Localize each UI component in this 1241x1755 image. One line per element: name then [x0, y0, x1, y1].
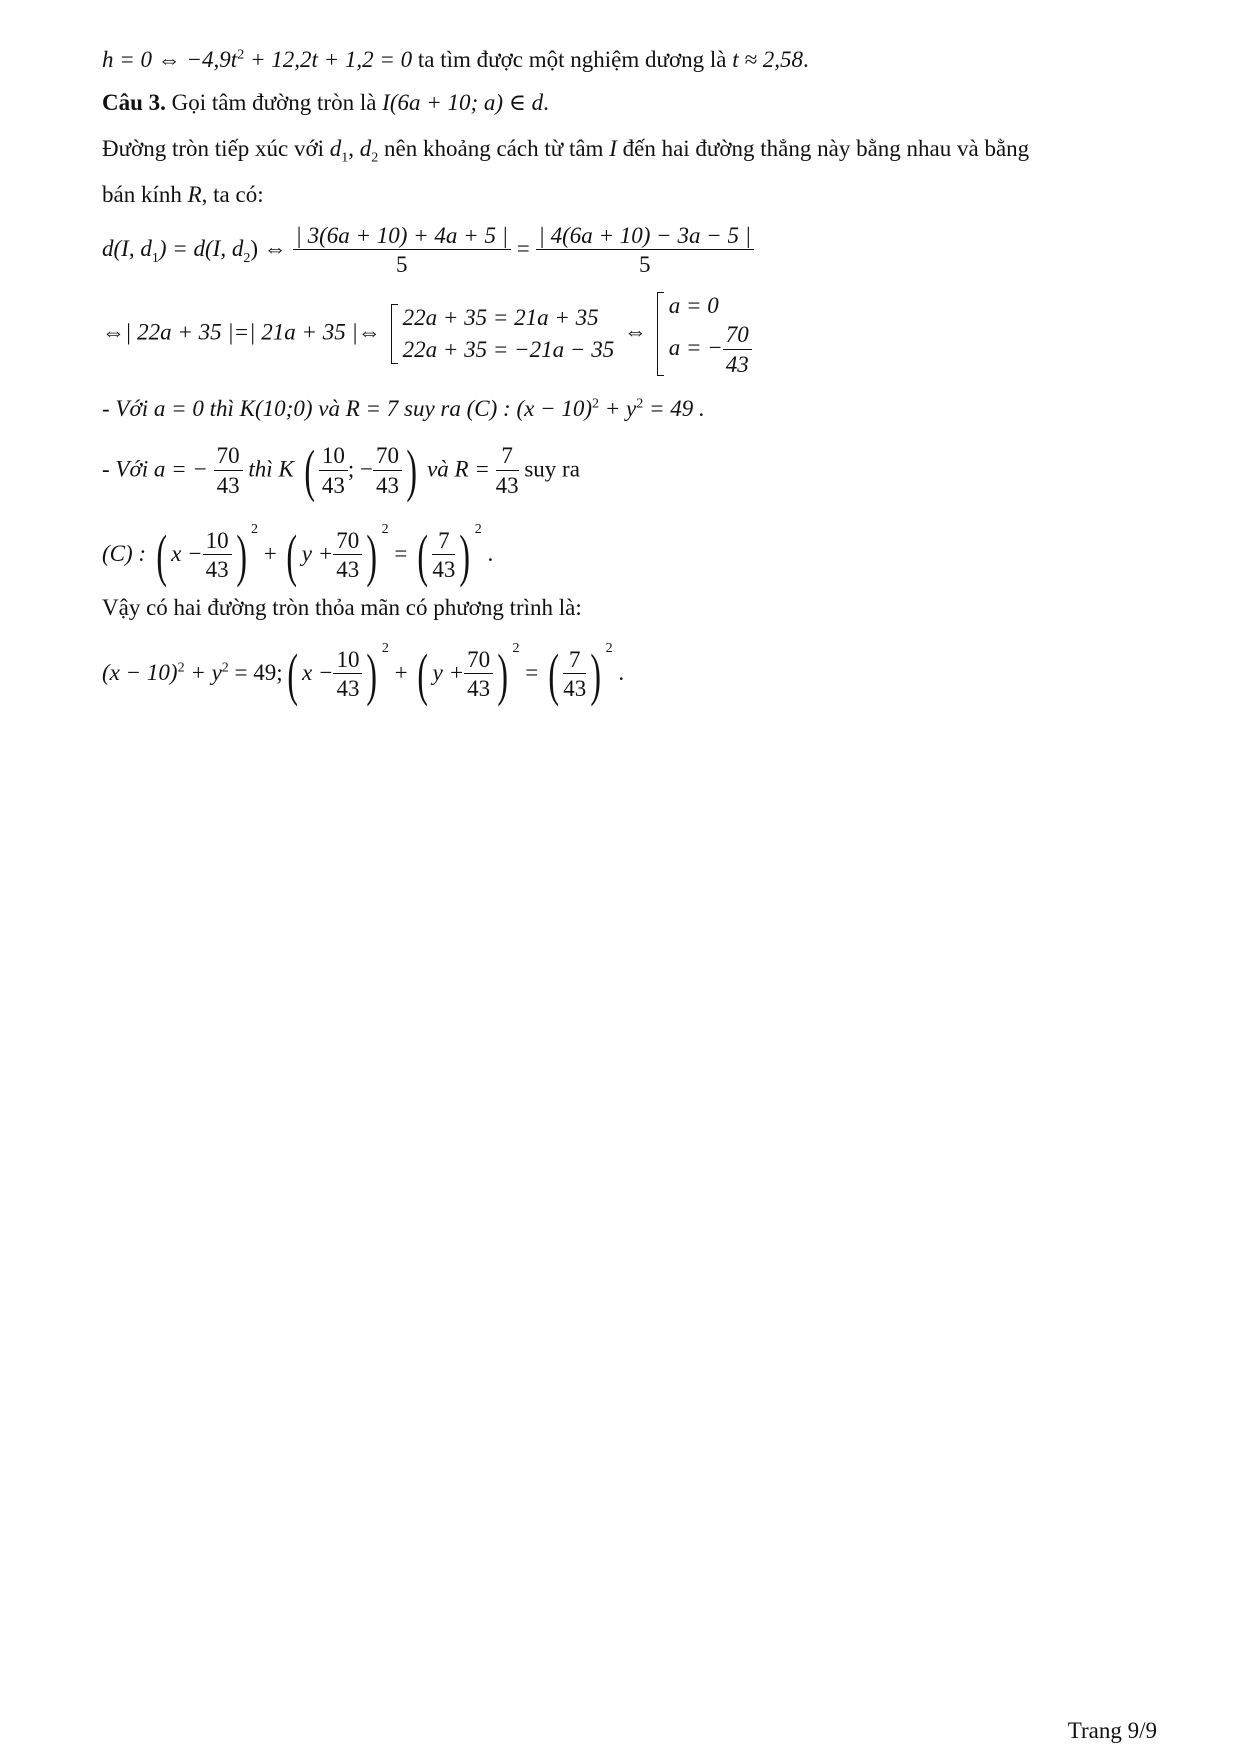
question-label: Câu 3. [102, 90, 166, 115]
line-radius: bán kính R, ta có: [102, 182, 264, 207]
equation-distance: d(I, $d_1) = d(I$, $d_2$) ⇔ $\frac{| 3(6a + 10) + 4a + 5 |}{5}$ = $\frac{| 4(6a + 10) - 3a - 5 |}{5}$ [102, 223, 754, 279]
system-cases-2: a = 0 a = − $\frac{70}{43}$ [657, 290, 752, 378]
equation-absolute: ⇔| 22a + 35 |=| 21a + 35 |⇔ 22a + 35 = 21a + 35 22a + 35 = −21a − 35 ⇔ a = 0 a = − $\frac{70}{43}$ [102, 290, 752, 378]
case-a-zero: - Với a = 0 thì K(10;0) và R = 7 suy ra (C) : $(x - 10)^2 + y^2 = 49$ . [102, 396, 705, 421]
final-equations: $(x - 10)^2 + y^2$ = 49;( x − $\frac{10}{43}$ ) $^2$ + ( y + $\frac{70}{43}$ ) $^2$ = ( $\frac{7}{43}$ ) $^2$ . [102, 641, 625, 707]
fraction-distance-1: $\frac{| 3(6a + 10) + 4a + 5 |}{5}$ [293, 223, 512, 279]
circle-equation-2: (C) : ( x − $\frac{10}{43}$ ) $^2$ + ( y + $\frac{70}{43}$ ) $^2$ = ( $\frac{7}{43}$ ) $^2$ . [102, 522, 494, 588]
line-question-3: Câu 3. Gọi tâm đường tròn là I(6a + 10; a) ∈ d. [102, 90, 549, 115]
case-a-negative: - Với a = − $\frac{70}{43}$ thì K ( $\frac{10}{43}$ ; − $\frac{70}{43}$ ) và R = $\frac{7}{43}$ suy ra [102, 438, 580, 503]
line-tangent-statement: Đường tròn tiếp xúc với $d_1$, $d_2$ nên khoảng cách từ tâm I đến hai đường thẳng này bằng nhau và bằng [102, 136, 1030, 166]
system-cases-1: 22a + 35 = 21a + 35 22a + 35 = −21a − 35 [391, 302, 615, 366]
line-quadratic-solution: h = 0 ⇔ $-4,9t^2 + 12,2t + 1,2 = 0$ ta tìm được một nghiệm dương là t ≈ 2,58. [102, 47, 809, 72]
math-quadratic: h = 0 ⇔ −4,9t [102, 47, 238, 72]
fraction-distance-2: $\frac{| 4(6a + 10) - 3a - 5 |}{5}$ [536, 223, 755, 279]
page-number: Trang 9/9 [1067, 1718, 1157, 1743]
conclusion-text: Vậy có hai đường tròn thỏa mãn có phương trình là: [102, 595, 582, 620]
